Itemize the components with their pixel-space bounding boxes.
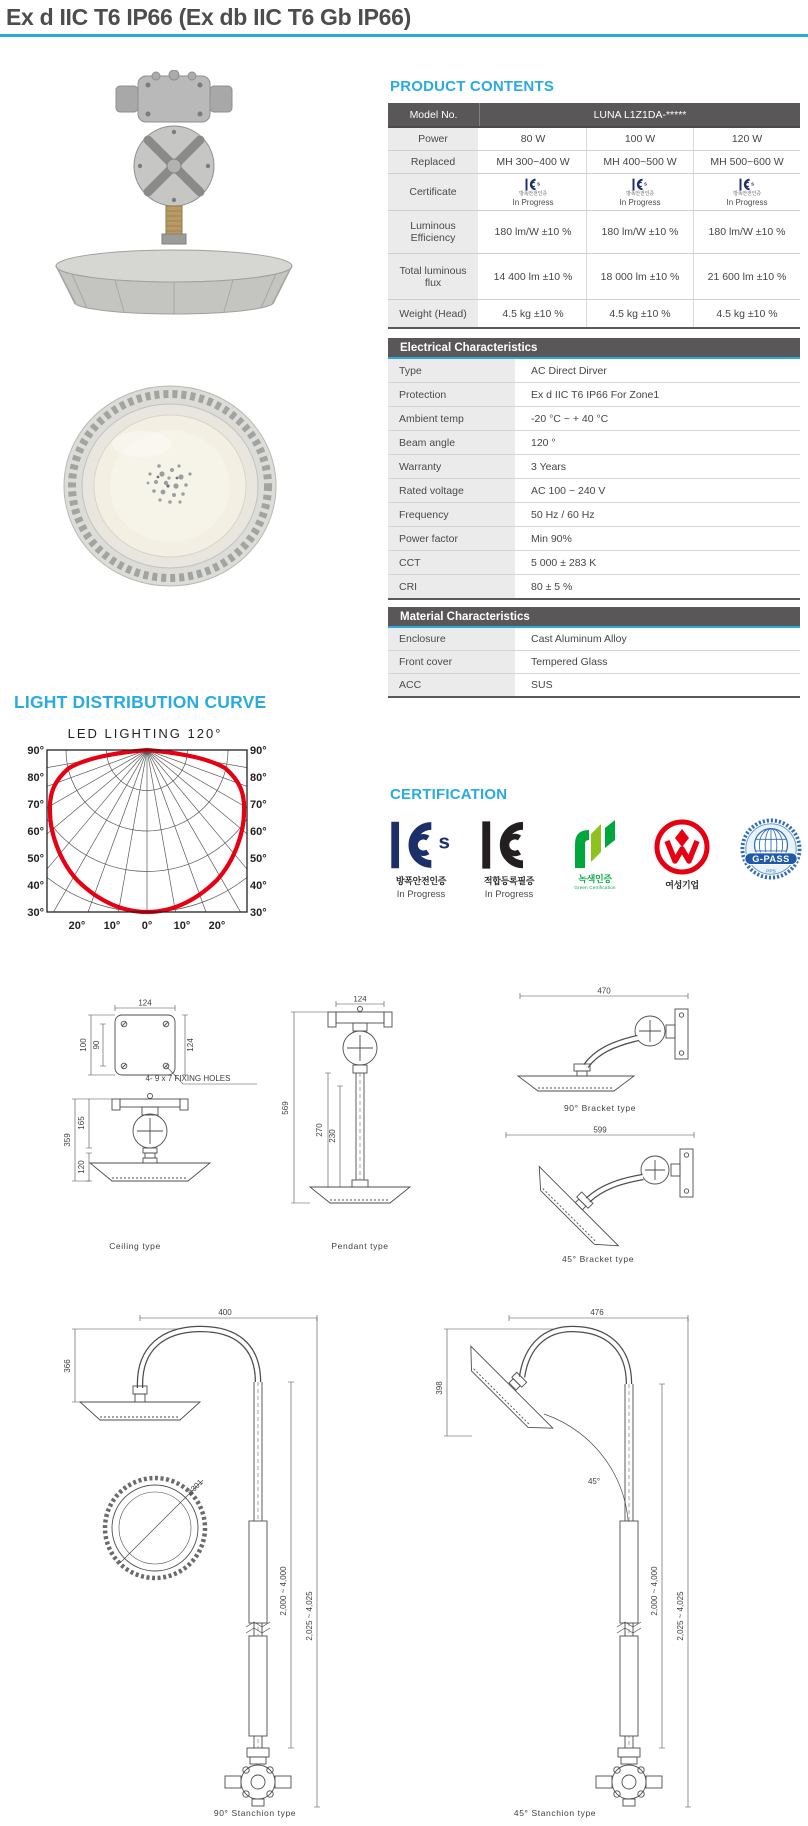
table-row [388, 211, 800, 254]
row-value: SUS [531, 679, 553, 691]
dim-label: 2,000 ~ 4,000 [279, 1566, 288, 1616]
cell-value: 14 400 lm ±10 % [480, 254, 587, 299]
table-row [388, 128, 800, 151]
light-distribution-title: LED LIGHTING 120° [67, 726, 223, 741]
page-title: Ex d IIC T6 IP66 (Ex db IIC T6 Gb IP66) [6, 4, 411, 30]
women-enterprise-icon [653, 818, 711, 876]
cell-value: 180 lm/W ±10 % [480, 211, 587, 253]
table-row [388, 103, 800, 128]
dim-label: 398 [435, 1381, 444, 1395]
row-label: Ambient temp [388, 407, 517, 430]
row-value: 3 Years [531, 460, 567, 473]
dim-label: 2,025 ~ 4,025 [676, 1591, 685, 1641]
cert-status: In Progress [726, 197, 768, 207]
product-contents-heading: PRODUCT CONTENTS [390, 78, 555, 95]
row-value: Min 90% [531, 532, 572, 545]
cert-item-gpass [740, 818, 802, 880]
row-label: CCT [388, 551, 517, 574]
row-label: Replaced [388, 151, 480, 173]
row-label: Luminous Efficiency [388, 211, 480, 253]
svg-text:10°: 10° [103, 920, 121, 932]
electrical-table [388, 338, 800, 600]
drawing-bracket-90 [498, 984, 703, 1104]
dim-label: 120 [77, 1160, 86, 1174]
row-label: Certificate [388, 174, 480, 210]
table-row [388, 527, 800, 551]
dim-label: 366 [63, 1359, 72, 1373]
svg-text:s: s [644, 180, 648, 187]
electrical-heading: Electrical Characteristics [388, 338, 800, 359]
row-label: Enclosure [388, 628, 517, 650]
table-row [388, 300, 800, 329]
row-label: ACC [388, 674, 517, 696]
dim-label: 470 [597, 986, 611, 996]
row-value: 80 ± 5 % [531, 580, 573, 593]
green-certification-icon [566, 818, 624, 870]
row-label: Weight (Head) [388, 300, 480, 327]
row-label: Front cover [388, 651, 517, 673]
kcs-logo-icon [739, 178, 755, 191]
svg-text:s: s [537, 180, 541, 187]
row-label: Warranty [388, 455, 517, 478]
table-row [388, 651, 800, 674]
row-value: AC Direct Dirver [531, 364, 607, 377]
drawing-stanchion-45 [392, 1296, 712, 1808]
dim-label: 230 [328, 1129, 337, 1143]
cert-caption-tiny: 방폭안전인증 [733, 190, 761, 197]
row-value: 50 Hz / 60 Hz [531, 508, 595, 521]
material-table [388, 607, 800, 698]
cell-value: 80 W [480, 128, 587, 150]
title-divider [0, 34, 808, 37]
cert-caption-tiny: 방폭안전인증 [519, 190, 547, 197]
cell-value: 4.5 kg ±10 % [480, 300, 587, 327]
table-row [388, 551, 800, 575]
row-value: -20 °C ~ + 40 °C [531, 412, 609, 425]
row-label: CRI [388, 575, 517, 598]
row-value: AC 100 ~ 240 V [531, 484, 606, 497]
certification-logos [390, 818, 802, 900]
svg-text:60°: 60° [250, 826, 267, 838]
dim-label: 100 [79, 1038, 88, 1052]
svg-text:70°: 70° [27, 799, 44, 811]
cell-value: 180 lm/W ±10 % [708, 226, 786, 238]
svg-text:80°: 80° [27, 772, 44, 784]
drawing-caption: 90° Bracket type [563, 1103, 637, 1113]
cell-value: 100 W [587, 128, 694, 150]
svg-text:0°: 0° [141, 920, 153, 932]
row-label: Power factor [388, 527, 517, 550]
g-pass-icon [740, 818, 802, 880]
light-distribution-heading: LIGHT DISTRIBUTION CURVE [14, 692, 267, 712]
cell-value: 120 W [731, 133, 763, 145]
table-row [388, 174, 800, 211]
dim-label: 2,025 ~ 4,025 [305, 1591, 314, 1641]
svg-text:40°: 40° [27, 880, 44, 892]
cell-value: 4.5 kg ±10 % [587, 300, 694, 327]
drawing-caption: Ceiling type [109, 1241, 161, 1251]
svg-text:70°: 70° [250, 799, 267, 811]
material-heading: Material Characteristics [388, 607, 800, 628]
svg-text:s: s [751, 180, 755, 187]
table-row [388, 359, 800, 383]
kcs-logo-icon [632, 178, 648, 191]
model-value: LUNA L1Z1DA-***** [593, 108, 687, 121]
svg-text:90°: 90° [250, 745, 267, 757]
table-row [388, 674, 800, 698]
cell-value: 18 000 lm ±10 % [587, 254, 694, 299]
row-value: Ex d IIC T6 IP66 For Zone1 [531, 388, 660, 401]
table-row [388, 407, 800, 431]
drawing-bracket-45 [492, 1120, 707, 1252]
cert-item-women-enterprise: 여성기업 [653, 818, 711, 891]
drawing-caption: Pendant type [331, 1241, 389, 1251]
dim-label: 359 [63, 1133, 72, 1147]
kcs-logo-icon [525, 178, 541, 191]
svg-text:10°: 10° [173, 920, 191, 932]
dim-label: 124 [138, 999, 152, 1008]
table-row [388, 151, 800, 174]
table-row [388, 254, 800, 300]
svg-text:G-PASS: G-PASS [752, 854, 790, 865]
certificate-cell [694, 174, 800, 210]
cell-value: MH 500~600 W [710, 156, 784, 168]
row-label: Frequency [388, 503, 517, 526]
product-photo-bottom [50, 382, 290, 590]
svg-text:PPS: PPS [766, 869, 776, 875]
table-row [388, 628, 800, 651]
svg-text:30°: 30° [27, 907, 44, 919]
row-label: Beam angle [388, 431, 517, 454]
svg-text:40°: 40° [250, 880, 267, 892]
dim-label: 124 [186, 1038, 195, 1052]
row-value: 120 ° [531, 436, 556, 449]
svg-text:80°: 80° [250, 772, 267, 784]
kc-logo-icon [481, 818, 537, 872]
dim-label: 90 [92, 1040, 101, 1050]
kcs-logo-icon [390, 818, 452, 872]
svg-text:60°: 60° [27, 826, 44, 838]
table-row [388, 383, 800, 407]
drawing-pendant-type [272, 996, 447, 1241]
drawing-caption: 45° Bracket type [561, 1254, 635, 1264]
cell-value: MH 300~400 W [480, 151, 587, 173]
certification-heading: CERTIFICATION [390, 786, 508, 803]
drawing-caption: 90° Stanchion type [213, 1808, 297, 1818]
cell-value: 21 600 lm ±10 % [707, 270, 787, 283]
row-label: Rated voltage [388, 479, 517, 502]
table-row [388, 455, 800, 479]
dim-label: ø301 [185, 1477, 205, 1497]
cell-value: 180 lm/W ±10 % [587, 211, 694, 253]
table-row [388, 575, 800, 600]
table-row [388, 431, 800, 455]
cell-value: MH 400~500 W [587, 151, 694, 173]
row-label: Protection [388, 383, 517, 406]
certificate-cell [480, 174, 587, 210]
dim-label: 400 [218, 1308, 232, 1317]
table-row [388, 479, 800, 503]
dim-label: 165 [77, 1116, 86, 1130]
row-value: 5 000 ± 283 K [531, 556, 597, 569]
svg-text:s: s [438, 830, 450, 854]
row-value: Tempered Glass [531, 656, 608, 668]
drawing-ceiling-type [45, 999, 265, 1237]
svg-text:50°: 50° [27, 853, 44, 865]
cert-caption-tiny: 방폭안전인증 [626, 190, 654, 197]
dim-label: 124 [353, 996, 367, 1004]
svg-text:20°: 20° [68, 920, 86, 932]
svg-text:90°: 90° [27, 745, 44, 757]
product-photo-side [38, 70, 310, 332]
cell-value: 4.5 kg ±10 % [716, 307, 778, 320]
cert-item-green: 녹색인증 Green Certification [566, 818, 624, 890]
fixing-holes-note: 4- 9 x 7 FIXING HOLES [145, 1074, 231, 1083]
model-label: Model No. [388, 103, 480, 126]
dim-label: 569 [281, 1101, 290, 1115]
cert-item-kcs: s 방폭안전인증 In Progress [390, 818, 452, 900]
row-label: Power [388, 128, 480, 150]
svg-text:30°: 30° [250, 907, 267, 919]
cert-item-kc: 적합등록필증 In Progress [481, 818, 537, 900]
light-distribution-chart [14, 742, 276, 940]
dim-label: 599 [593, 1125, 607, 1135]
row-label: Type [388, 359, 517, 382]
svg-text:20°: 20° [208, 920, 226, 932]
cert-status: In Progress [619, 197, 661, 207]
dim-label: 45° [587, 1477, 601, 1486]
dim-label: 2,000 ~ 4,000 [650, 1566, 659, 1616]
dim-label: 476 [590, 1308, 604, 1317]
row-label: Total luminous flux [388, 254, 480, 299]
svg-text:50°: 50° [250, 853, 267, 865]
drawing-stanchion-90 [55, 1296, 365, 1808]
cert-status: In Progress [512, 197, 554, 207]
drawing-caption: 45° Stanchion type [513, 1808, 597, 1818]
certificate-cell [587, 174, 694, 210]
table-row [388, 503, 800, 527]
product-contents-table [388, 103, 800, 329]
dim-label: 270 [315, 1123, 324, 1137]
row-value: Cast Aluminum Alloy [531, 633, 627, 645]
